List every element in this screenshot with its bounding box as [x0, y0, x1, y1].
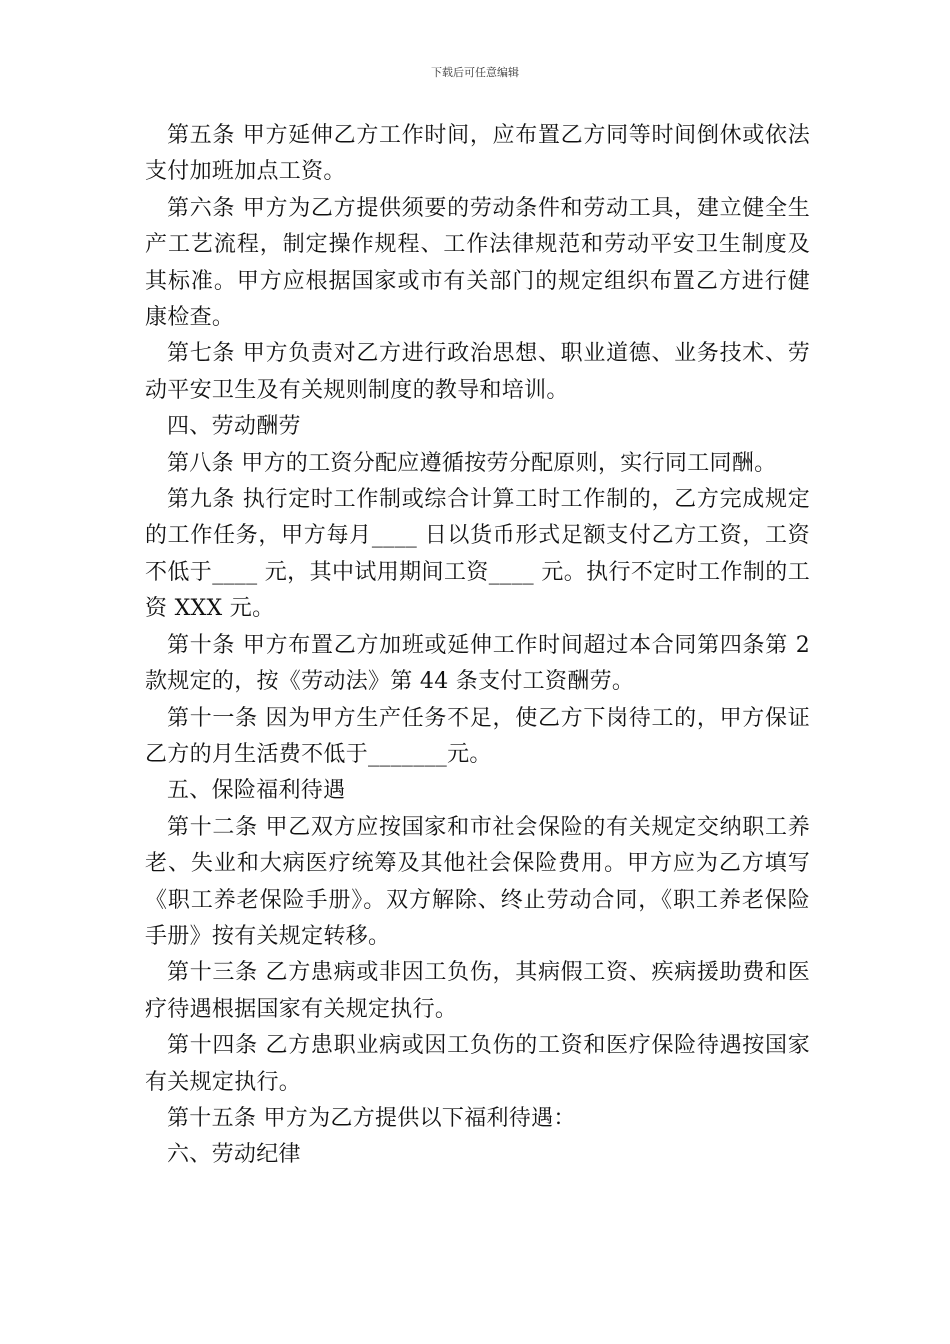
article-12-paragraph: 第十二条 甲乙双方应按国家和市社会保险的有关规定交纳职工养老、失业和大病医疗统筹及其他社会保险费用。甲方应为乙方填写《职工养老保险手册》。双方解除、终止劳动合同，《职工养老保险手册》按有关规定转移。 — [145, 814, 810, 949]
section-4-heading: 四、劳动酬劳 — [167, 414, 301, 440]
article-13-paragraph: 第十三条 乙方患病或非因工负伤，其病假工资、疾病援助费和医疗待遇根据国家有关规定执行。 — [145, 960, 810, 1022]
article-9-paragraph: 第九条 执行定时工作制或综合计算工时工作制的，乙方完成规定的工作任务，甲方每月____ 日以货币形式足额支付乙方工资，工资不低于____ 元，其中试用期间工资____ 元。执行不定时工作制的工资 XXX 元。 — [145, 487, 810, 622]
article-7-paragraph: 第七条 甲方负责对乙方进行政治思想、职业道德、业务技术、劳动平安卫生及有关规则制度的教导和培训。 — [145, 341, 810, 403]
article-5-paragraph: 第五条 甲方延伸乙方工作时间，应布置乙方同等时间倒休或依法支付加班加点工资。 — [145, 123, 810, 185]
article-15-paragraph: 第十五条 甲方为乙方提供以下福利待遇： — [167, 1105, 576, 1131]
section-6-heading: 六、劳动纪律 — [167, 1142, 301, 1168]
article-8-paragraph: 第八条 甲方的工资分配应遵循按劳分配原则，实行同工同酬。 — [167, 450, 777, 476]
page-header: 下载后可任意编辑 — [431, 66, 519, 79]
article-11-paragraph: 第十一条 因为甲方生产任务不足，使乙方下岗待工的，甲方保证乙方的月生活费不低于_______元。 — [145, 705, 810, 767]
document-body — [145, 118, 810, 1174]
article-14-paragraph: 第十四条 乙方患职业病或因工负伤的工资和医疗保险待遇按国家有关规定执行。 — [145, 1033, 810, 1095]
article-10-paragraph: 第十条 甲方布置乙方加班或延伸工作时间超过本合同第四条第 2 款规定的，按《劳动法》第 44 条支付工资酬劳。 — [145, 632, 810, 695]
article-6-paragraph: 第六条 甲方为乙方提供须要的劳动条件和劳动工具，建立健全生产工艺流程，制定操作规程、工作法律规范和劳动平安卫生制度及其标准。甲方应根据国家或市有关部门的规定组织布置乙方进行健康检查。 — [145, 195, 810, 331]
section-5-heading: 五、保险福利待遇 — [167, 778, 346, 804]
